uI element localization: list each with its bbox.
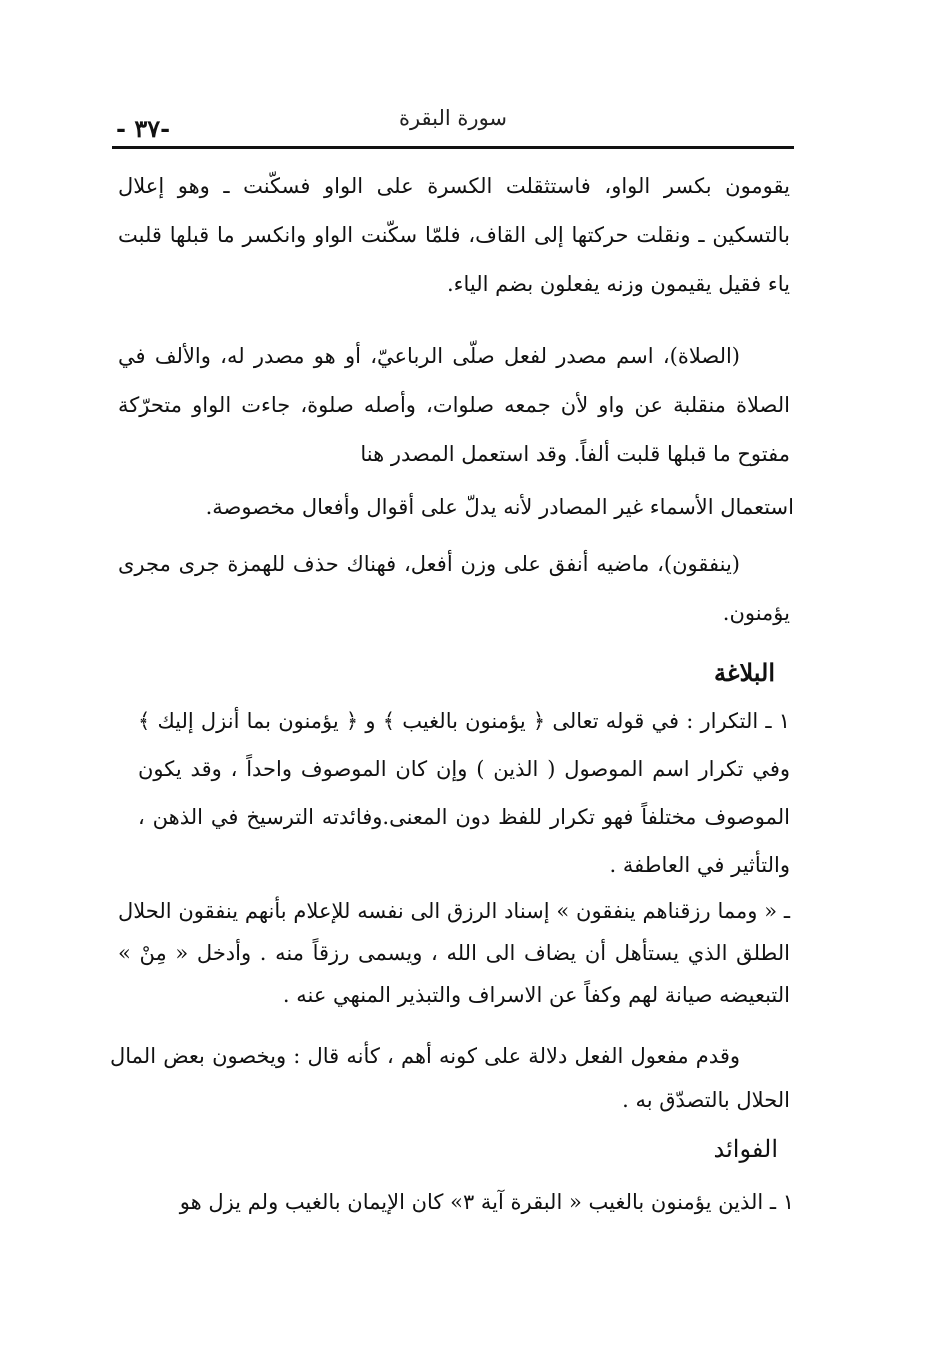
paragraph-salat [118, 332, 790, 479]
paragraph-yaqimun: يقومون بكسر الواو، فاستثقلت الكسرة على الواو فسكّنت ـ وهو إعلال بالتسكين ـ ونقلت حركتها إلى القاف، فلمّا سكّنت الواو وانكسر ما قبلها قلبت ياء فقيل يقيمون وزنه يفعلون بضم الياء. [118, 174, 790, 296]
paragraph-yunfiqun [118, 540, 790, 638]
fawaid-item-1: ١ ـ الذين يؤمنون بالغيب « البقرة آية ٣» كان الإيمان بالغيب ولم يزل هو [179, 1190, 794, 1214]
balagha-item-repetition: ١ ـ التكرار : في قوله تعالى ﴿ يؤمنون بالغيب ﴾ و ﴿ يؤمنون بما أنزل إليك ﴾ وفي تكرار اسم الموصول ( الذين ) وإن كان الموصوف واحداً ، وقد يكون الموصوف مختلفاً فهو تكرار للفظ دون المعنى.وفائدته الترسيخ في الذهن ، والتأثير في العاطفة . [138, 709, 790, 877]
running-title: سورة البقرة [398, 106, 508, 130]
balagha-item-object-order-text: وقدم مفعول الفعل دلالة على كونه أهم ، كأنه قال : ويخصون بعض المال الحلال بالتصدّق به . [110, 1044, 790, 1112]
section-heading-fawaid: الفوائد [713, 1135, 778, 1163]
header-rule [112, 146, 794, 149]
paragraph-salat-continued: استعمال الأسماء غير المصادر لأنه يدلّ على أقوال وأفعال مخصوصة. [205, 495, 794, 519]
page-header [112, 104, 794, 150]
paragraph-salat-text: (الصلاة)، اسم مصدر لفعل صلّى الرباعيّ، أو هو مصدر له، والألف في الصلاة منقلبة عن واو لأن جمعه صلوات، وأصله صلوة، جاءت الواو متحرّكة مفتوح ما قبلها قلبت ألفاً. وقد استعمل المصدر هنا [118, 344, 790, 466]
paragraph-yunfiqun-text: (ينفقون)، ماضيه أنفق على وزن أفعل، فهناك حذف للهمزة جرى مجرى يؤمنون. [118, 552, 790, 625]
balagha-item-object-order [110, 1034, 790, 1122]
section-heading-balagha: البلاغة [714, 658, 775, 687]
balagha-item-rizq: ـ « ومما رزقناهم ينفقون » إسناد الرزق الى نفسه للإعلام بأنهم ينفقون الحلال الطلق الذي يستأهل أن يضاف الى الله ، ويسمى رزقاً منه . وأدخل « مِنْ » التبعيضه صيانة لهم وكفاً عن الاسراف والتبذير المنهي عنه . [118, 899, 790, 1007]
page-number: -٣٧ - [116, 114, 171, 143]
